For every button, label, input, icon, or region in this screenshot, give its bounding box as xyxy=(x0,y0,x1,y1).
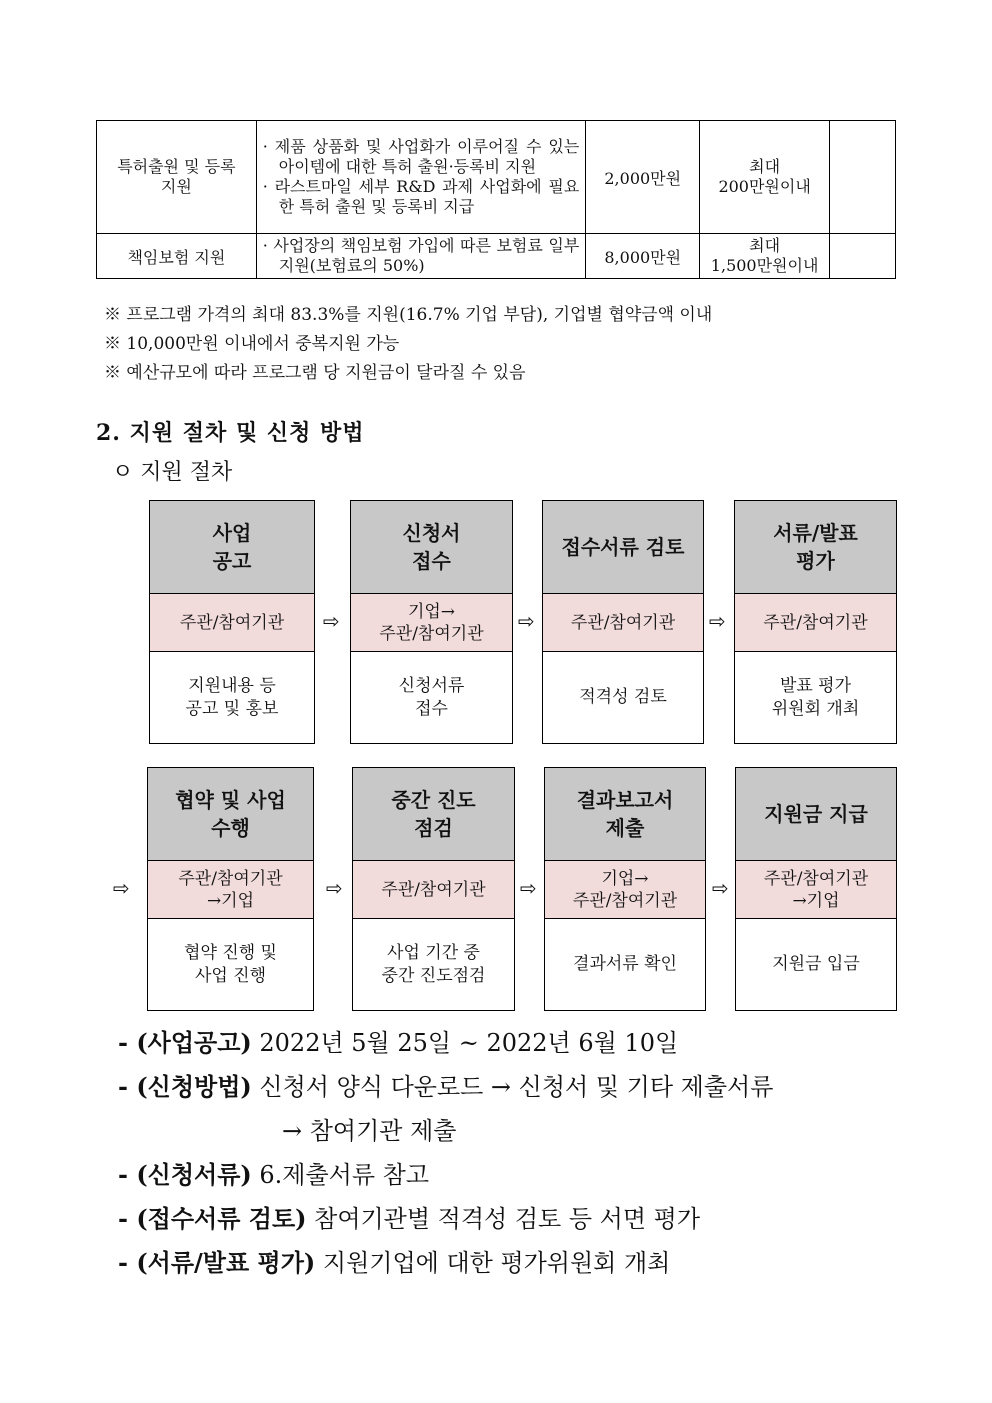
subsection-title: ㅇ 지원 절차 xyxy=(112,460,233,485)
detail-line xyxy=(118,1204,700,1234)
table-cell-extra xyxy=(830,234,896,279)
description-bullet: · 제품 상품화 및 사업화가 이루어질 수 있는 아이템에 대한 특허 출원·등록비 지원 xyxy=(262,137,580,176)
step-desc: 결과서류 확인 xyxy=(573,954,677,974)
step-box-1 xyxy=(149,500,315,744)
arrow-right-icon: ⇨ xyxy=(520,876,537,900)
arrow-right-icon: ⇨ xyxy=(709,609,726,633)
step-desc: 신청서류 접수 xyxy=(398,675,465,719)
table-row xyxy=(97,121,896,234)
step-desc: 발표 평가 위원회 개최 xyxy=(771,675,860,719)
step-org: 주관/참여기관 xyxy=(543,594,703,652)
step-title: 지원금 지급 xyxy=(736,768,896,861)
step-box-5 xyxy=(147,767,314,1011)
step-box-4 xyxy=(734,500,897,744)
step-org: 주관/참여기관 xyxy=(735,594,896,652)
table-cell-program: 책임보험 지원 xyxy=(97,234,257,279)
table-cell-limit: 최대 200만원이내 xyxy=(700,121,830,234)
arrow-right-icon: ⇨ xyxy=(113,876,130,900)
arrow-right-icon: ⇨ xyxy=(518,609,535,633)
step-desc: 적격성 검토 xyxy=(579,687,667,707)
detail-label: - (신청서류) xyxy=(118,1160,252,1189)
description-bullet: · 사업장의 책임보험 가입에 따른 보험료 일부 지원(보험료의 50%) xyxy=(262,236,580,275)
step-box-7 xyxy=(544,767,706,1011)
step-org: 주관/참여기관 →기업 xyxy=(148,861,313,919)
arrow-right-icon: ⇨ xyxy=(326,876,343,900)
step-desc: 지원내용 등 공고 및 홍보 xyxy=(185,675,279,719)
detail-text: → 참여기관 제출 xyxy=(282,1117,457,1145)
detail-line xyxy=(118,1028,678,1058)
step-title: 중간 진도 점검 xyxy=(353,768,514,861)
section-title: 2. 지원 절차 및 신청 방법 xyxy=(96,420,365,446)
detail-text: 지원기업에 대한 평가위원회 개최 xyxy=(315,1249,671,1277)
table-cell-description xyxy=(256,234,586,279)
step-title: 신청서 접수 xyxy=(351,501,512,594)
detail-label: - (접수서류 검토) xyxy=(118,1204,307,1233)
step-box-3 xyxy=(542,500,704,744)
detail-text: 신청서 양식 다운로드 → 신청서 및 기타 제출서류 xyxy=(251,1073,774,1101)
support-table xyxy=(96,120,896,279)
note: ※ 프로그램 가격의 최대 83.3%를 지원(16.7% 기업 부담), 기업별 협약금액 이내 xyxy=(104,305,713,325)
step-title: 결과보고서 제출 xyxy=(545,768,705,861)
step-title: 사업 공고 xyxy=(150,501,314,594)
detail-text: 2022년 5월 25일 ~ 2022년 6월 10일 xyxy=(251,1029,679,1057)
table-cell-limit: 최대 1,500만원이내 xyxy=(700,234,830,279)
step-box-2 xyxy=(350,500,513,744)
step-desc: 협약 진행 및 사업 진행 xyxy=(184,942,277,986)
table-cell-extra xyxy=(830,121,896,234)
detail-text: 참여기관별 적격성 검토 등 서면 평가 xyxy=(306,1205,701,1233)
table-row xyxy=(97,234,896,279)
step-org: 주관/참여기관 →기업 xyxy=(736,861,896,919)
detail-line xyxy=(282,1116,456,1146)
step-org: 기업→ 주관/참여기관 xyxy=(545,861,705,919)
description-bullet: · 라스트마일 세부 R&D 과제 사업화에 필요한 특허 출원 및 등록비 지급 xyxy=(262,177,580,216)
table-cell-description xyxy=(256,121,586,234)
note: ※ 예산규모에 따라 프로그램 당 지원금이 달라질 수 있음 xyxy=(104,363,526,383)
step-title: 접수서류 검토 xyxy=(543,501,703,594)
detail-text: 6.제출서류 참고 xyxy=(251,1161,430,1189)
step-title: 협약 및 사업 수행 xyxy=(148,768,313,861)
table-cell-budget: 8,000만원 xyxy=(586,234,700,279)
detail-label: - (서류/발표 평가) xyxy=(118,1248,316,1277)
step-desc: 지원금 입금 xyxy=(772,954,860,974)
table-cell-program: 특허출원 및 등록 지원 xyxy=(97,121,257,234)
step-box-8 xyxy=(735,767,897,1011)
arrow-right-icon: ⇨ xyxy=(712,876,729,900)
detail-line xyxy=(118,1072,773,1102)
table-cell-budget: 2,000만원 xyxy=(586,121,700,234)
detail-label: - (신청방법) xyxy=(118,1072,252,1101)
detail-line xyxy=(118,1248,670,1278)
step-org: 주관/참여기관 xyxy=(353,861,514,919)
step-org: 기업→ 주관/참여기관 xyxy=(351,594,512,652)
step-box-6 xyxy=(352,767,515,1011)
note: ※ 10,000만원 이내에서 중복지원 가능 xyxy=(104,334,400,354)
arrow-right-icon: ⇨ xyxy=(323,609,340,633)
step-desc: 사업 기간 중 중간 진도점검 xyxy=(381,942,486,986)
detail-label: - (사업공고) xyxy=(118,1028,252,1057)
step-title: 서류/발표 평가 xyxy=(735,501,896,594)
detail-line xyxy=(118,1160,429,1190)
step-org: 주관/참여기관 xyxy=(150,594,314,652)
